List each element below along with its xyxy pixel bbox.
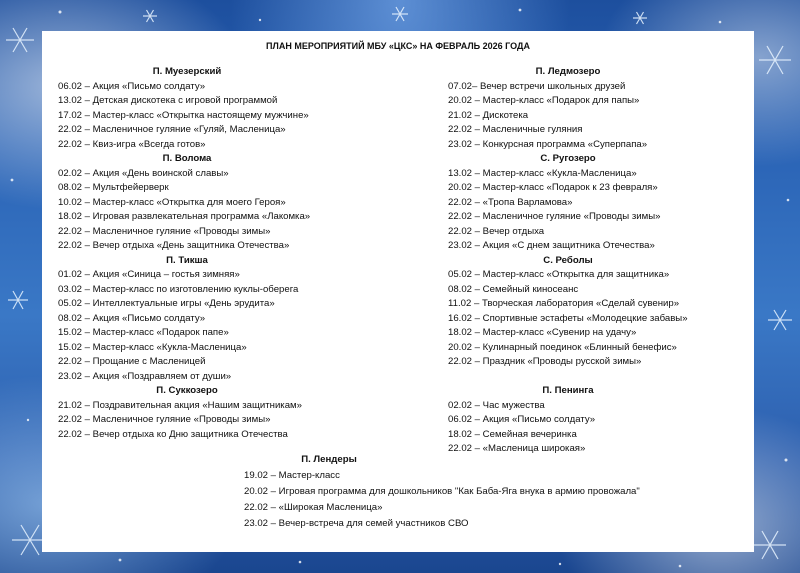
section-header: П. Пенинга bbox=[542, 385, 594, 396]
event-item: 15.02 – Мастер-класс «Кукла-Масленица» bbox=[58, 341, 247, 353]
section-header: С. Ругозеро bbox=[540, 153, 596, 164]
event-item: 22.02 – «Широкая Масленица» bbox=[244, 501, 383, 513]
event-item: 22.02 – Прощание с Масленицей bbox=[58, 356, 206, 367]
event-item: 23.02 – Акция «Поздравляем от души» bbox=[58, 370, 232, 382]
event-item: 01.02 – Акция «Синица – гостья зимняя» bbox=[58, 269, 240, 280]
left-column bbox=[58, 65, 398, 442]
event-item: 16.02 – Спортивные эстафеты «Молодецкие забавы» bbox=[448, 312, 688, 324]
section-header: С. Реболы bbox=[543, 254, 593, 266]
event-item: 20.02 – Игровая программа для дошкольников "Как Баба-Яга внука в армию провожала" bbox=[244, 485, 640, 497]
section-header: П. Ледмозеро bbox=[535, 66, 601, 77]
bottom-section bbox=[244, 453, 744, 532]
event-item: 07.02– Вечер встречи школьных друзей bbox=[448, 80, 626, 92]
event-item: 03.02 – Мастер-класс по изготовлению куклы-оберега bbox=[58, 283, 299, 295]
event-item: 02.02 – Час мужества bbox=[448, 399, 545, 411]
event-item: 22.02 – Масленичное гуляние «Проводы зимы» bbox=[58, 225, 271, 237]
event-item: 22.02 – «Тропа Варламова» bbox=[448, 196, 573, 208]
event-item: 22.02 – Масленичные гуляния bbox=[448, 124, 583, 135]
event-item: 22.02 – Вечер отдыха bbox=[448, 225, 545, 237]
event-item: 18.02 – Мастер-класс «Сувенир на удачу» bbox=[448, 327, 637, 338]
event-item: 22.02 – Праздник «Проводы русской зимы» bbox=[448, 356, 642, 367]
event-item: 20.02 – Кулинарный поединок «Блинный бенефис» bbox=[448, 341, 677, 353]
event-item: 22.02 – Вечер отдыха ко Дню защитника Отечества bbox=[58, 428, 288, 440]
section-header: П. Лендеры bbox=[301, 454, 357, 465]
event-item: 21.02 – Дискотека bbox=[448, 109, 529, 121]
right-column bbox=[448, 65, 748, 457]
event-item: 06.02 – Акция «Письмо солдату» bbox=[448, 414, 596, 425]
event-item: 19.02 – Мастер-класс bbox=[244, 469, 340, 481]
event-item: 13.02 – Мастер-класс «Кукла-Масленица» bbox=[448, 167, 637, 179]
event-item: 23.02 – Вечер-встреча для семей участников СВО bbox=[244, 517, 469, 529]
event-item: 22.02 – Масленичное гуляние «Проводы зимы» bbox=[448, 211, 661, 222]
event-item: 23.02 – Конкурсная программа «Суперпапа» bbox=[448, 138, 648, 150]
event-item: 11.02 – Творческая лаборатория «Сделай сувенир» bbox=[448, 298, 680, 309]
event-item: 08.02 – Акция «Письмо солдату» bbox=[58, 312, 206, 324]
event-item: 22.02 – Масленичное гуляние «Проводы зимы» bbox=[58, 414, 271, 425]
event-item: 22.02 – «Масленица широкая» bbox=[448, 443, 586, 454]
event-item: 08.02 – Мультфейерверк bbox=[58, 182, 169, 193]
event-item: 17.02 – Мастер-класс «Открытка настоящему мужчине» bbox=[58, 109, 309, 121]
event-item: 20.02 – Мастер-класс «Подарок к 23 февраля» bbox=[448, 182, 658, 193]
event-item: 18.02 – Семейная вечеринка bbox=[448, 428, 577, 440]
schedule-panel bbox=[42, 31, 754, 552]
event-item: 22.02 – Вечер отдыха «День защитника Отечества» bbox=[58, 240, 290, 251]
event-item: 22.02 – Квиз-игра «Всегда готов» bbox=[58, 138, 206, 150]
section-header: П. Тикша bbox=[166, 254, 208, 266]
event-item: 22.02 – Масленичное гуляние «Гуляй, Масленица» bbox=[58, 124, 286, 135]
event-item: 23.02 – Акция «С днем защитника Отечества» bbox=[448, 240, 655, 251]
event-item: 10.02 – Мастер-класс «Открытка для моего Героя» bbox=[58, 196, 286, 208]
event-item: 21.02 – Поздравительная акция «Нашим защитникам» bbox=[58, 399, 302, 411]
event-item: 13.02 – Детская дискотека с игровой программой bbox=[58, 95, 278, 106]
event-item: 08.02 – Семейный киносеанс bbox=[448, 283, 579, 295]
event-item: 06.02 – Акция «Письмо солдату» bbox=[58, 80, 206, 92]
event-item: 05.02 – Интеллектуальные игры «День эрудита» bbox=[58, 298, 275, 309]
event-item: 18.02 – Игровая развлекательная программа «Лакомка» bbox=[58, 211, 311, 222]
event-item: 05.02 – Мастер-класс «Открытка для защитника» bbox=[448, 269, 670, 280]
section-header: П. Муезерский bbox=[152, 66, 222, 77]
event-item: 15.02 – Мастер-класс «Подарок папе» bbox=[58, 327, 229, 338]
event-item: 02.02 – Акция «День воинской славы» bbox=[58, 167, 229, 179]
page-title: ПЛАН МЕРОПРИЯТИЙ МБУ «ЦКС» НА ФЕВРАЛЬ 2026 ГОДА bbox=[266, 41, 530, 51]
section-header: П. Волома bbox=[162, 153, 212, 164]
section-header: П. Суккозеро bbox=[156, 385, 218, 396]
event-item: 20.02 – Мастер-класс «Подарок для папы» bbox=[448, 95, 640, 106]
